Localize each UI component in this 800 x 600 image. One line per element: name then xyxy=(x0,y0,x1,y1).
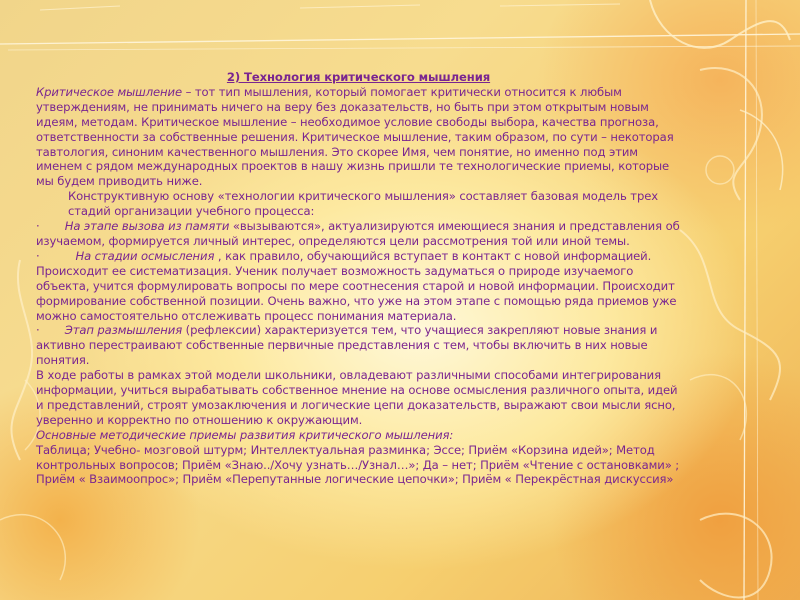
definition-text: – тот тип мышления, который помогает критически относится к любым утверждениям, не принимать ничего на веру без доказательств, но быть при этом открытым новым идеям, методам. Критическое мышление – необходимое условие свободы выбора, качества прогноза, ответственности за собственные решения. Критическое мышление, таким образом, по сути – некоторая тавтология, синоним качественного мышления. Это скорее Имя, чем понятие, но именно под этим именем с рядом международных проектов в нашу жизнь пришли те технологические приемы, которые мы будем приводить ниже. xyxy=(36,84,674,189)
methods-list: Таблица; Учебно- мозговой штурм; Интеллектуальная разминка; Эссе; Приём «Корзина идей»; Метод контрольных вопросов; Приём «Знаю../Хочу узнать…/Узнал…»; Да – нет; Приём «Чтение с остановками» ; Приём « Взаимоопрос»; Приём «Перепутанные логические цепочки»; Приём « Перекрёстная дискуссия» xyxy=(36,442,680,487)
bullet: · xyxy=(36,248,40,263)
bullet: · xyxy=(36,219,40,234)
stage-call-term: На этапе вызова из памяти xyxy=(64,219,230,234)
paragraph-outcomes: В ходе работы в рамках этой модели школьники, овладевают различными способами интегрирования информации, учиться вырабатывать собственное мнение на основе осмысления различного опыта, идей и представлений, строят умозаключения и логические цепи доказательств, выражают свои мысли ясно, уверенно и корректно по отношению к окружающим. xyxy=(36,368,678,427)
stage-call-text: «вызываются», актуализируются имеющиеся знания и представления об изучаемом, формируется личный интерес, определяются цели рассмотрения той или иной темы. xyxy=(36,219,680,248)
slide-title: 2) Технология критического мышления xyxy=(226,70,491,84)
stage-call xyxy=(36,219,681,249)
stage-comprehension-term: На стадии осмысления xyxy=(75,248,215,263)
methods-heading: Основные методические приемы развития критического мышления: xyxy=(36,427,454,442)
stage-comprehension-text: , как правило, обучающийся вступает в контакт с новой информацией. Происходит ее систематизация. Ученик получает возможность задуматься о природе изучаемого объекта, учится формулировать вопросы по мере соотнесения старой и новой информации. Происходит формирование собственной позиции. Очень важно, что уже на этом этапе с помощью ряда приемов уже можно самостоятельно отслеживать процесс понимания материала. xyxy=(36,248,677,323)
term-critical-thinking: Критическое мышление xyxy=(36,84,182,99)
slide-text xyxy=(36,70,681,487)
bullet: · xyxy=(36,323,40,338)
stage-reflection-text: (рефлексии) характеризуется тем, что учащиеся закрепляют новые знания и активно перестраивают собственные первичные представления с тем, чтобы включить в них новые понятия. xyxy=(36,323,658,368)
paragraph-definition xyxy=(36,85,681,189)
paragraph-model: Конструктивную основу «технологии критического мышления» составляет базовая модель трех стадий организации учебного процесса: xyxy=(68,189,658,219)
stage-comprehension xyxy=(36,249,681,324)
stage-reflection xyxy=(36,323,681,368)
stage-reflection-term: Этап размышления xyxy=(64,323,183,338)
